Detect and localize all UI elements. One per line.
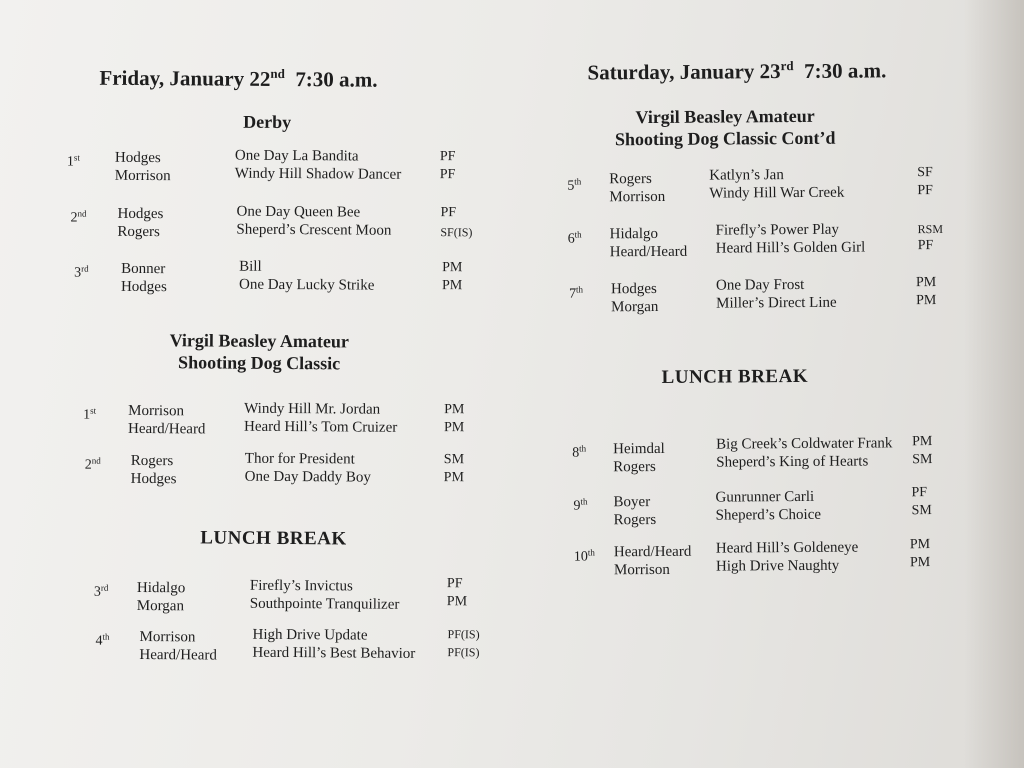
grade-1: SM — [443, 452, 465, 468]
dog-2: Sheperd’s Crescent Moon — [236, 221, 392, 239]
handler-2: Rogers — [613, 458, 656, 476]
grade-2: PM — [443, 470, 464, 486]
dog-1: Firefly’s Invictus — [249, 577, 353, 595]
grade-1: PF — [440, 205, 457, 221]
dog-1: One Day La Bandita — [234, 147, 359, 165]
handler-1: Morrison — [139, 628, 196, 646]
handler-2: Heard/Heard — [127, 420, 206, 438]
dog-2: Sheperd’s King of Hearts — [716, 453, 869, 471]
grade-1: PM — [915, 275, 937, 291]
entry-place: 1st — [66, 152, 80, 170]
dog-1: One Day Frost — [715, 276, 805, 294]
dog-2: One Day Daddy Boy — [244, 468, 371, 486]
handler-1: Hodges — [114, 149, 161, 167]
friday-column — [0, 0, 510, 664]
dog-2: Heard Hill’s Golden Girl — [715, 239, 866, 257]
entry-place: 8th — [572, 443, 587, 461]
grade-2: PF(IS) — [447, 645, 480, 660]
dog-1: Thor for President — [244, 450, 355, 468]
dog-2: One Day Lucky Strike — [238, 276, 375, 294]
dog-2: High Drive Naughty — [715, 557, 840, 575]
paper-edge-shadow — [964, 0, 1024, 768]
entry-place: 3rd — [74, 263, 89, 281]
dog-1: Gunrunner Carli — [715, 488, 815, 506]
dog-1: Heard Hill’s Goldeneye — [715, 539, 859, 557]
handler-2: Hodges — [130, 470, 177, 488]
dog-1: Bill — [239, 258, 262, 275]
grade-1: PF(IS) — [447, 627, 480, 642]
handler-1: Hidalgo — [609, 225, 659, 243]
grade-1: SF — [917, 165, 933, 181]
grade-1: PM — [912, 434, 933, 450]
derby-heading: Derby — [243, 111, 292, 133]
grade-1: PM — [444, 402, 465, 418]
handler-1: Hodges — [117, 205, 164, 223]
grade-1: PF — [911, 485, 928, 501]
dog-1: One Day Queen Bee — [236, 203, 361, 221]
handler-1: Bonner — [121, 260, 166, 278]
handler-2: Heard/Heard — [609, 243, 688, 261]
grade-2: PF — [439, 167, 456, 183]
dog-1: Firefly’s Power Play — [715, 221, 839, 239]
handler-2: Rogers — [613, 511, 657, 529]
entry-place: 4th — [95, 631, 110, 649]
handler-2: Rogers — [117, 223, 160, 241]
handler-2: Hodges — [120, 278, 167, 296]
handler-1: Heard/Heard — [613, 543, 692, 561]
friday-lunch-break: LUNCH BREAK — [200, 527, 347, 550]
dog-2: Heard Hill’s Best Behavior — [252, 644, 416, 662]
handler-1: Hidalgo — [136, 579, 186, 597]
grade-2: PM — [441, 278, 463, 294]
entry-place: 9th — [573, 496, 588, 514]
handler-2: Morrison — [613, 561, 670, 579]
grade-2: PF — [917, 183, 933, 199]
handler-2: Heard/Heard — [139, 646, 217, 664]
classic-heading: Virgil Beasley Amateur Shooting Dog Classic — [169, 330, 349, 374]
grade-1: PM — [442, 260, 463, 276]
handler-2: Morrison — [609, 188, 666, 206]
grade-2: PM — [909, 555, 931, 571]
classic-cont-heading: Virgil Beasley Amateur Shooting Dog Classic Cont’d — [614, 105, 836, 150]
dog-2: Sheperd’s Choice — [715, 506, 822, 524]
dog-1: High Drive Update — [252, 626, 368, 644]
grade-1: PF — [446, 576, 463, 592]
entry-place: 6th — [567, 229, 582, 247]
entry-place: 10th — [573, 547, 595, 565]
handler-1: Rogers — [130, 452, 174, 470]
entry-place: 5th — [567, 176, 582, 194]
entry-place: 1st — [83, 405, 97, 423]
entry-place: 7th — [569, 284, 584, 302]
dog-2: Miller’s Direct Line — [716, 294, 837, 312]
entry-place: 3rd — [93, 582, 109, 600]
grade-1: RSM — [917, 221, 944, 237]
entry-place: 2nd — [84, 455, 101, 473]
saturday-lunch-break: LUNCH BREAK — [661, 365, 809, 388]
grade-2: SM — [912, 452, 933, 468]
handler-2: Morrison — [114, 167, 171, 185]
dog-1: Big Creek’s Coldwater Frank — [716, 435, 893, 453]
handler-1: Heimdal — [613, 440, 665, 458]
handler-1: Hodges — [610, 280, 657, 298]
grade-1: PM — [909, 537, 931, 553]
grade-2: PM — [446, 594, 468, 610]
dog-2: Windy Hill Shadow Dancer — [234, 165, 402, 183]
dog-1: Katlyn’s Jan — [709, 167, 784, 184]
grade-2: SM — [911, 503, 932, 519]
dog-1: Windy Hill Mr. Jordan — [244, 400, 381, 418]
grade-2: SF(IS) — [440, 225, 473, 240]
friday-heading: Friday, January 22nd 7:30 a.m. — [99, 65, 378, 92]
dog-2: Heard Hill’s Tom Cruizer — [243, 418, 398, 436]
handler-2: Morgan — [136, 597, 185, 615]
handler-1: Rogers — [609, 171, 652, 188]
handler-1: Morrison — [128, 402, 185, 420]
grade-2: PM — [443, 420, 465, 436]
grade-2: PM — [916, 293, 937, 309]
dog-2: Southpointe Tranquilizer — [249, 595, 400, 613]
handler-1: Boyer — [613, 494, 651, 511]
grade-1: PF — [439, 149, 456, 165]
grade-2: PF — [917, 238, 934, 254]
saturday-heading: Saturday, January 23rd 7:30 a.m. — [587, 58, 887, 85]
handler-2: Morgan — [611, 298, 659, 316]
entry-place: 2nd — [70, 208, 87, 226]
dog-2: Windy Hill War Creek — [709, 184, 845, 202]
